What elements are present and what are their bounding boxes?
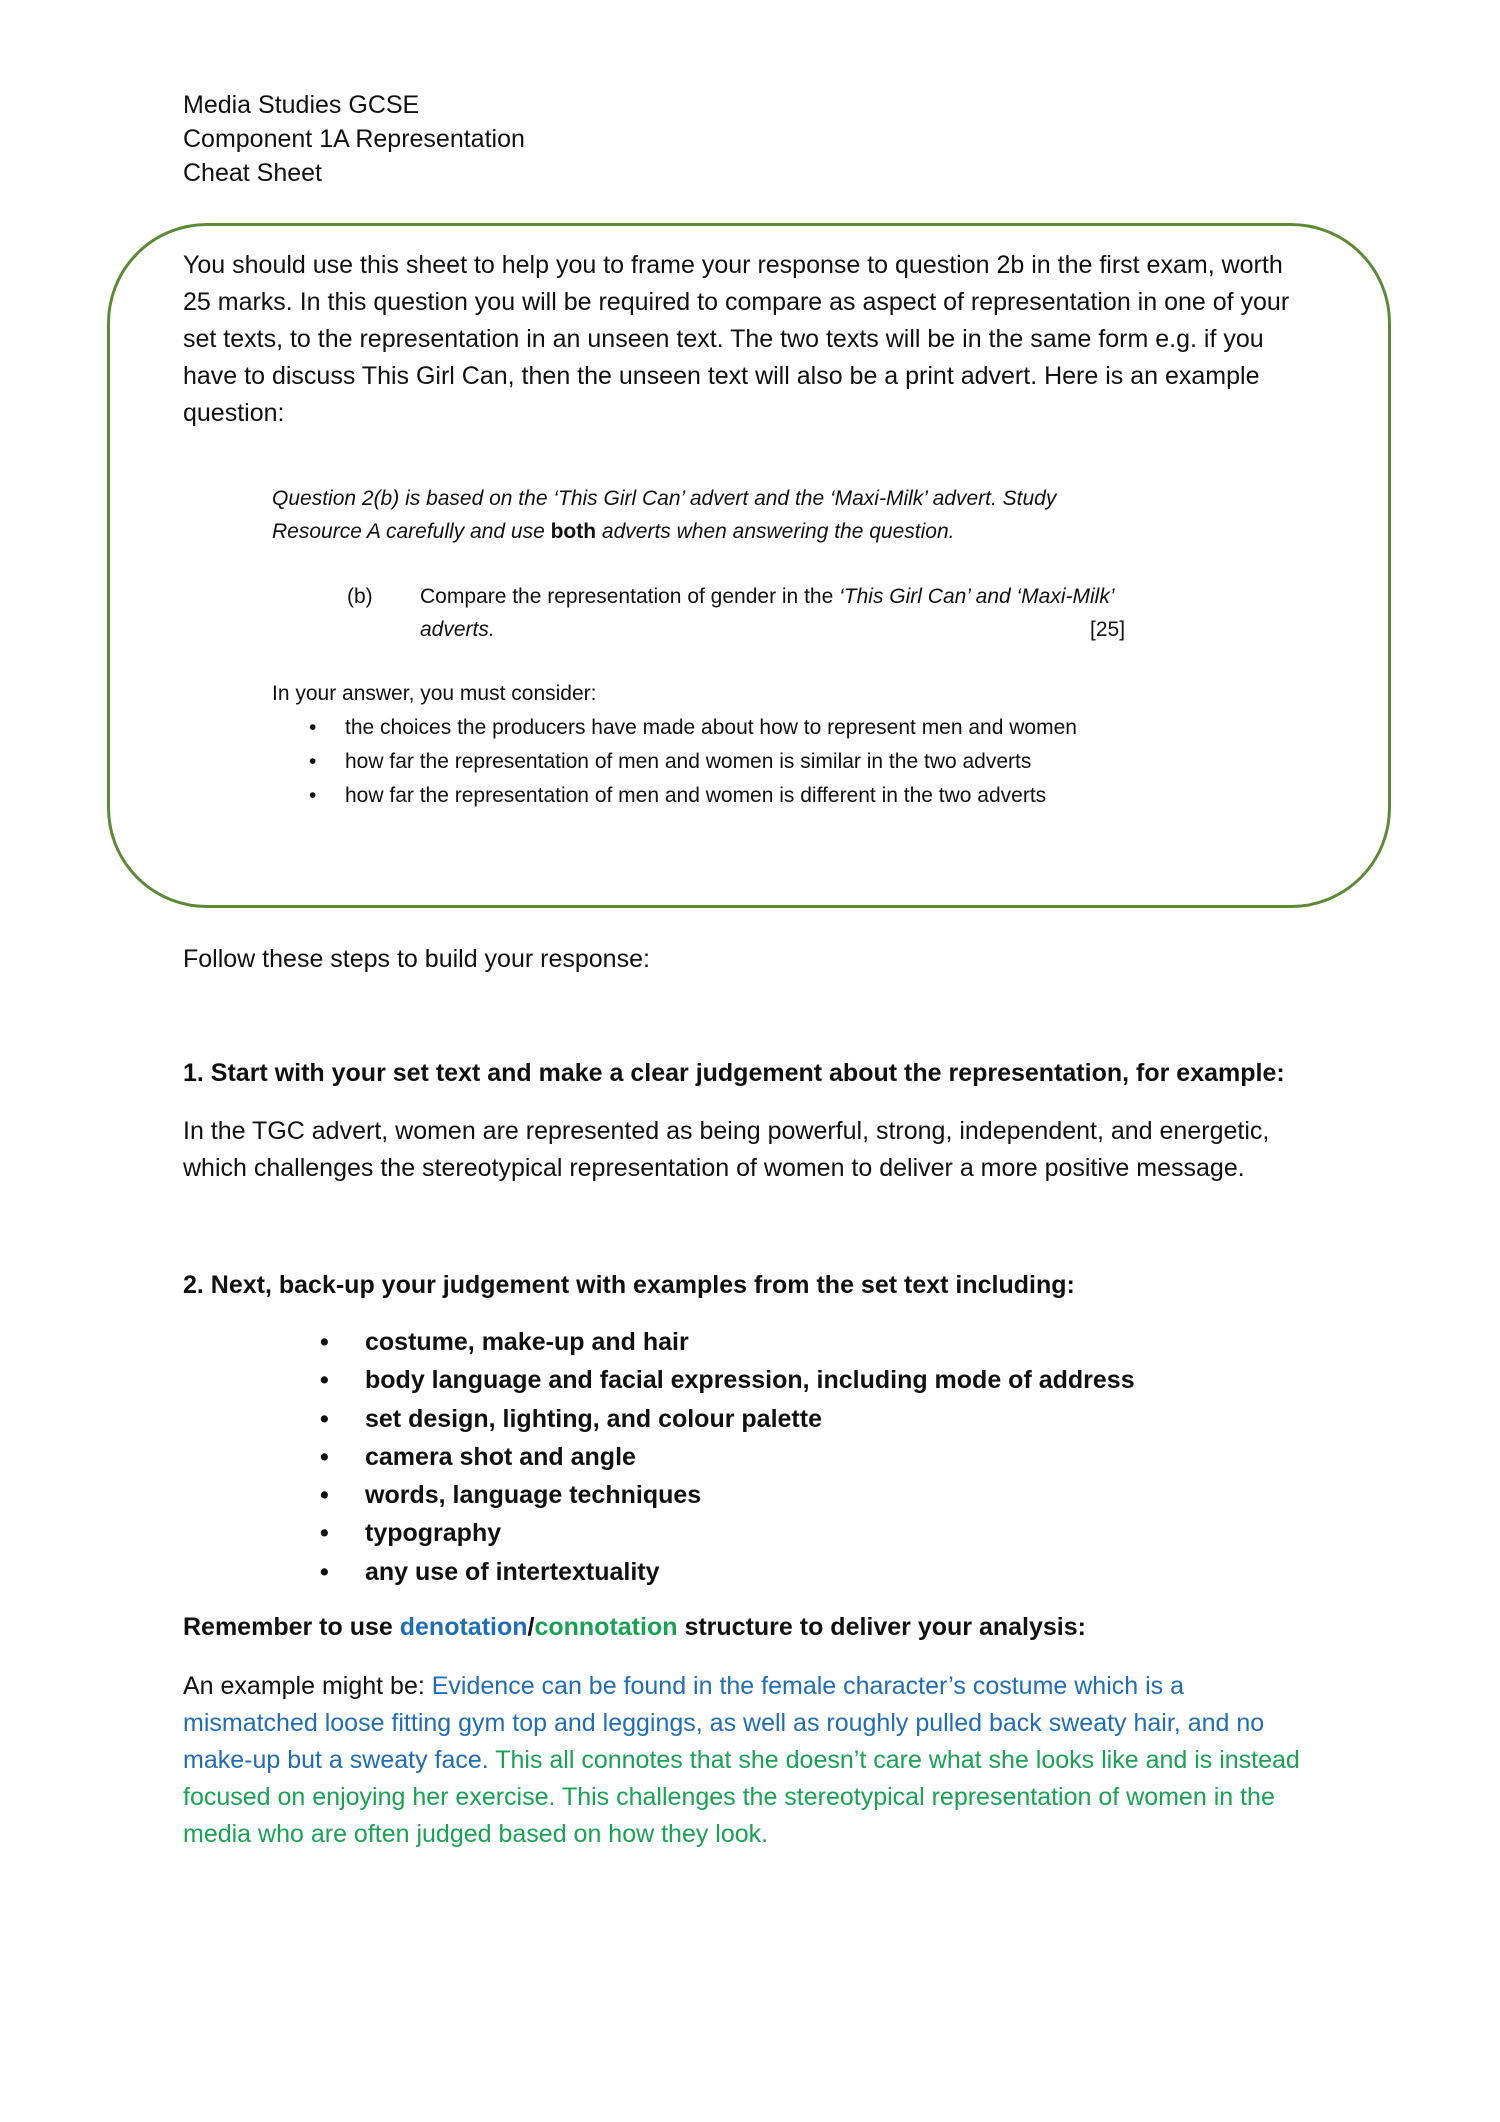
example-lead: An example might be: xyxy=(183,1672,432,1700)
bullet-icon: • xyxy=(309,750,317,773)
sheet-title: Cheat Sheet xyxy=(183,159,322,187)
reminder-heading xyxy=(183,1610,1086,1644)
consider-intro: In your answer, you must consider: xyxy=(272,682,597,705)
reminder-text: Remember to use xyxy=(183,1613,400,1641)
document-header xyxy=(183,88,525,190)
bullet-icon: • xyxy=(320,1519,329,1548)
exam-part-line-2: adverts. xyxy=(420,618,495,641)
step-2-bullet-text: any use of intertextuality xyxy=(365,1557,660,1586)
exam-part-plain: Compare the representation of gender in the xyxy=(420,585,840,608)
exam-part-line xyxy=(420,580,1115,613)
exam-part-label: (b) xyxy=(347,585,373,608)
example-line xyxy=(183,1668,1300,1705)
consider-item-text: how far the representation of men and women is similar in the two adverts xyxy=(345,750,1032,773)
exam-stem-line xyxy=(272,515,1056,548)
step-2-bullet-text: set design, lighting, and colour palette xyxy=(365,1404,822,1433)
intro-paragraph xyxy=(183,247,1333,432)
example-paragraph xyxy=(183,1668,1300,1853)
consider-item-text: the choices the producers have made about how to represent men and women xyxy=(345,716,1077,739)
bullet-icon: • xyxy=(309,716,317,739)
step-1-line: which challenges the stereotypical representation of women to deliver a more positive message. xyxy=(183,1154,1245,1182)
bullet-icon: • xyxy=(320,1366,329,1395)
step-1-paragraph xyxy=(183,1113,1269,1187)
exam-part-text xyxy=(420,580,1115,646)
step-2-bullet-text: typography xyxy=(365,1519,502,1548)
exam-stem-text: Resource A carefully and use xyxy=(272,520,551,543)
bullet-icon: • xyxy=(320,1328,329,1356)
intro-line: have to discuss This Girl Can, then the unseen text will also be a print advert. Here is an example xyxy=(183,362,1260,390)
intro-line: 25 marks. In this question you will be required to compare as aspect of representation in one of your xyxy=(183,288,1290,316)
follow-steps-text: Follow these steps to build your response: xyxy=(183,945,650,973)
exam-stem-line: Question 2(b) is based on the ‘This Girl Can’ advert and the ‘Maxi-Milk’ advert. Study xyxy=(272,487,1057,510)
example-denotation: mismatched loose fitting gym top and leggings, as well as roughly pulled back sweaty hair, and no xyxy=(183,1709,1265,1737)
exam-stem-text: adverts when answering the question. xyxy=(596,520,955,543)
bullet-icon: • xyxy=(320,1442,329,1471)
bullet-icon: • xyxy=(320,1481,329,1510)
exam-part-italic: ‘This Girl Can’ and ‘Maxi-Milk’ xyxy=(839,585,1115,608)
example-line xyxy=(183,1742,1300,1779)
exam-stem-emphasis: both xyxy=(550,520,597,543)
exam-marks: [25] xyxy=(1090,618,1126,641)
step-2-bullet-text: camera shot and angle xyxy=(365,1442,636,1471)
example-connotation: media who are often judged based on how they look. xyxy=(183,1820,769,1848)
consider-item-text: how far the representation of men and women is different in the two adverts xyxy=(345,784,1047,807)
connotation-keyword: connotation xyxy=(534,1613,678,1641)
step-1-line: In the TGC advert, women are represented as being powerful, strong, independent, and energetic, xyxy=(183,1117,1270,1145)
step-2-bullet-text: body language and facial expression, including mode of address xyxy=(365,1366,1135,1395)
example-denotation: Evidence can be found in the female character’s costume which is a xyxy=(431,1672,1185,1700)
example-connotation: focused on enjoying her exercise. This challenges the stereotypical representation of women in the xyxy=(183,1783,1275,1811)
bullet-icon: • xyxy=(320,1557,329,1586)
bullet-icon: • xyxy=(309,784,317,807)
intro-line: question: xyxy=(183,399,285,427)
reminder-slash: / xyxy=(527,1613,535,1641)
exam-question-stem xyxy=(272,482,1056,548)
step-2-bullet-text: costume, make-up and hair xyxy=(365,1328,689,1356)
step-2-heading: 2. Next, back-up your judgement with examples from the set text including: xyxy=(183,1271,1075,1299)
example-connotation: This all connotes that she doesn’t care what she looks like and is instead xyxy=(488,1746,1300,1774)
course-title: Media Studies GCSE xyxy=(183,91,420,119)
denotation-keyword: denotation xyxy=(399,1613,528,1641)
step-1-heading: 1. Start with your set text and make a clear judgement about the representation, for example: xyxy=(183,1059,1285,1087)
step-2-bullet-text: words, language techniques xyxy=(365,1481,702,1510)
bullet-icon: • xyxy=(320,1404,329,1433)
component-title: Component 1A Representation xyxy=(183,125,525,153)
reminder-text: structure to deliver your analysis: xyxy=(677,1613,1086,1641)
intro-line: You should use this sheet to help you to frame your response to question 2b in the first exam, worth xyxy=(183,251,1283,279)
example-denotation: make-up but a sweaty face. xyxy=(183,1746,489,1774)
intro-line: set texts, to the representation in an unseen text. The two texts will be in the same form e.g. if you xyxy=(183,325,1264,353)
